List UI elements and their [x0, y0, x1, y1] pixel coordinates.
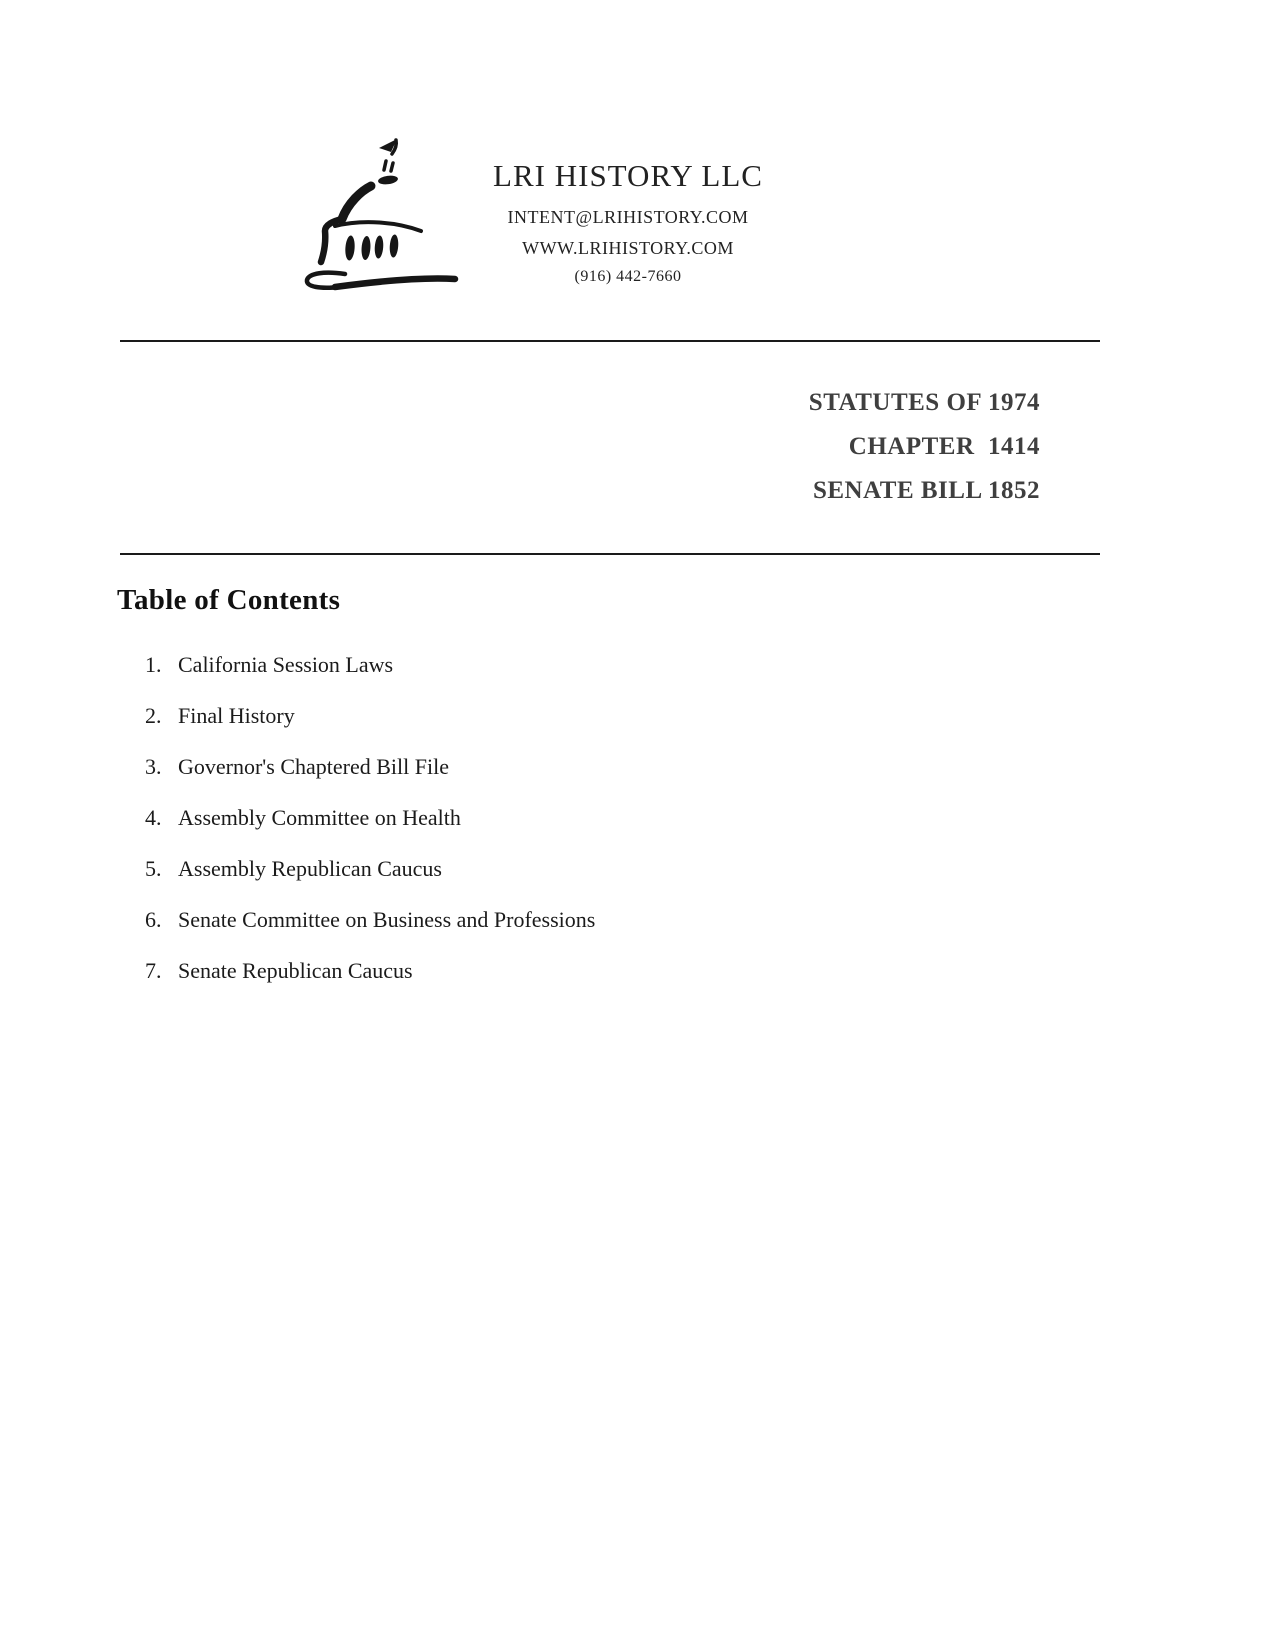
chapter-line: CHAPTER 1414 — [848, 433, 1040, 460]
toc-item-label: Assembly Republican Caucus — [178, 856, 442, 881]
toc-item-label: Senate Republican Caucus — [178, 958, 413, 983]
toc-list — [0, 651, 595, 1008]
toc-item-label: Senate Committee on Business and Professions — [178, 907, 596, 932]
toc-item-number: 6. — [145, 907, 162, 932]
toc-item — [145, 753, 595, 781]
divider-top — [120, 340, 1100, 342]
company-website: WWW.LRIHISTORY.COM — [522, 238, 734, 258]
bill-reference-block — [809, 381, 1040, 513]
toc-item — [145, 957, 595, 985]
toc-item-label: California Session Laws — [178, 652, 394, 677]
toc-item-number: 5. — [145, 856, 162, 881]
toc-item — [145, 906, 595, 934]
toc-item — [145, 855, 595, 883]
toc-item-label: Assembly Committee on Health — [178, 805, 461, 830]
toc-item-label: Governor's Chaptered Bill File — [178, 754, 449, 779]
toc-item — [145, 804, 595, 832]
toc-item-number: 4. — [145, 805, 162, 830]
toc-item-label: Final History — [178, 703, 295, 728]
toc-item-number: 7. — [145, 958, 162, 983]
senate-bill-line: SENATE BILL 1852 — [812, 477, 1040, 504]
company-name: LRI HISTORY LLC — [493, 158, 763, 193]
toc-item-number: 3. — [145, 754, 162, 779]
toc-item — [145, 702, 595, 730]
statutes-line: STATUTES OF 1974 — [808, 389, 1040, 416]
divider-bottom — [120, 553, 1100, 555]
toc-item-number: 2. — [145, 703, 162, 728]
company-email: INTENT@LRIHISTORY.COM — [507, 207, 749, 227]
toc-item — [145, 651, 595, 679]
toc-heading: Table of Contents — [117, 584, 341, 616]
company-phone: (916) 442-7660 — [574, 268, 682, 285]
toc-item-number: 1. — [145, 652, 162, 677]
